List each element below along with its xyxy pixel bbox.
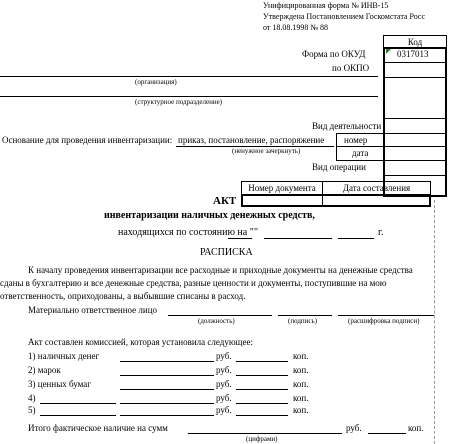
item-label: 2) марок (28, 365, 61, 375)
item-label: 1) наличных денег (28, 351, 100, 361)
position-field[interactable] (168, 315, 272, 316)
operation-label: Вид операции (312, 162, 366, 172)
total-kop-label: коп. (408, 423, 424, 433)
signature-caption: (подпись) (288, 317, 318, 325)
organization-field[interactable] (0, 76, 378, 77)
approval-date: от 18.08.1998 № 88 (263, 23, 329, 32)
department-field[interactable] (0, 96, 378, 97)
year-field[interactable] (338, 238, 374, 239)
rub-field[interactable] (120, 361, 214, 362)
rub-field[interactable] (120, 403, 214, 404)
commission-text: Акт составлен комиссией, которая установила следующее: (28, 337, 253, 347)
signature-field[interactable] (278, 315, 332, 316)
form-number: Унифицированная форма № ИНВ-15 (263, 1, 389, 10)
cell-comment-marker (386, 49, 391, 54)
rub-label: руб. (216, 351, 232, 361)
code-label: Код (407, 36, 423, 47)
position-caption: (должность) (198, 317, 235, 325)
receipt-para-2: сданы в бухгалтерию и все денежные средства, разные ценности и документы, поступившие на мою (0, 278, 387, 288)
rub-field[interactable] (120, 375, 214, 376)
department-caption: (структурное подразделение) (135, 98, 223, 106)
day-field[interactable] (228, 238, 252, 239)
item-label: 5) (28, 405, 36, 415)
kop-field[interactable] (236, 361, 288, 362)
rub-label: руб. (216, 393, 232, 403)
act-title: АКТ (213, 195, 237, 207)
year-suffix: г. (378, 227, 384, 238)
item-name-field[interactable] (40, 403, 116, 404)
date-line-prefix: находящихся по состоянию на " (118, 227, 254, 238)
kop-field[interactable] (236, 389, 288, 390)
kop-label: коп. (293, 379, 309, 389)
receipt-heading: РАСПИСКА (200, 247, 253, 258)
kop-label: коп. (293, 365, 309, 375)
kop-field[interactable] (236, 375, 288, 376)
rub-field[interactable] (120, 389, 214, 390)
decode-caption: (расшифровка подписи) (348, 317, 420, 325)
basis-value[interactable]: приказ, постановление, распоряжение (178, 135, 325, 145)
act-subtitle: инвентаризации наличных денежных средств, (104, 210, 315, 221)
okpo-label: по ОКПО (332, 63, 370, 73)
total-rub-label: руб. (346, 423, 362, 433)
rub-field[interactable] (120, 415, 214, 416)
doc-date-header: Дата составления (342, 183, 411, 193)
activity-label: Вид деятельности (312, 121, 382, 131)
basis-label: Основание для проведения инвентаризации: (2, 135, 173, 145)
kop-field[interactable] (236, 415, 288, 416)
quote-close: " (254, 227, 259, 238)
page-edge-line (434, 200, 435, 444)
okud-label: Форма по ОКУД (302, 49, 366, 59)
decode-field[interactable] (338, 315, 434, 316)
strike-caption: (ненужное зачеркнуть) (232, 147, 301, 155)
date-label: дата (352, 148, 369, 158)
rub-label: руб. (216, 365, 232, 375)
item-name-field[interactable] (40, 415, 116, 416)
total-label: Итого фактическое наличие на сумм (28, 423, 168, 433)
approval-line: Утверждена Постановлением Госкомстата Росс (263, 12, 426, 21)
number-label: номер (344, 135, 368, 145)
receipt-para-3: ответственность, оприходованы, а выбывшие списаны в расход. (0, 291, 246, 301)
kop-label: коп. (293, 405, 309, 415)
okud-value[interactable]: 0317013 (397, 49, 429, 59)
item-label: 4) (28, 393, 36, 403)
receipt-para-1: К началу проведения инвентаризации все расходные и приходные документы на денежные средства (28, 265, 413, 275)
kop-label: коп. (293, 351, 309, 361)
responsible-label: Материально ответственное лицо (28, 305, 158, 315)
total-kop-field[interactable] (368, 433, 406, 434)
item-label: 3) ценных бумаг (28, 379, 91, 389)
total-caption: (цифрами) (246, 435, 278, 443)
month-field[interactable] (264, 238, 332, 239)
kop-field[interactable] (236, 403, 288, 404)
rub-label: руб. (216, 379, 232, 389)
total-rub-field[interactable] (188, 433, 342, 434)
rub-label: руб. (216, 405, 232, 415)
organization-caption: (организация) (135, 78, 177, 86)
doc-number-header: Номер документа (248, 183, 316, 193)
kop-label: коп. (293, 393, 309, 403)
